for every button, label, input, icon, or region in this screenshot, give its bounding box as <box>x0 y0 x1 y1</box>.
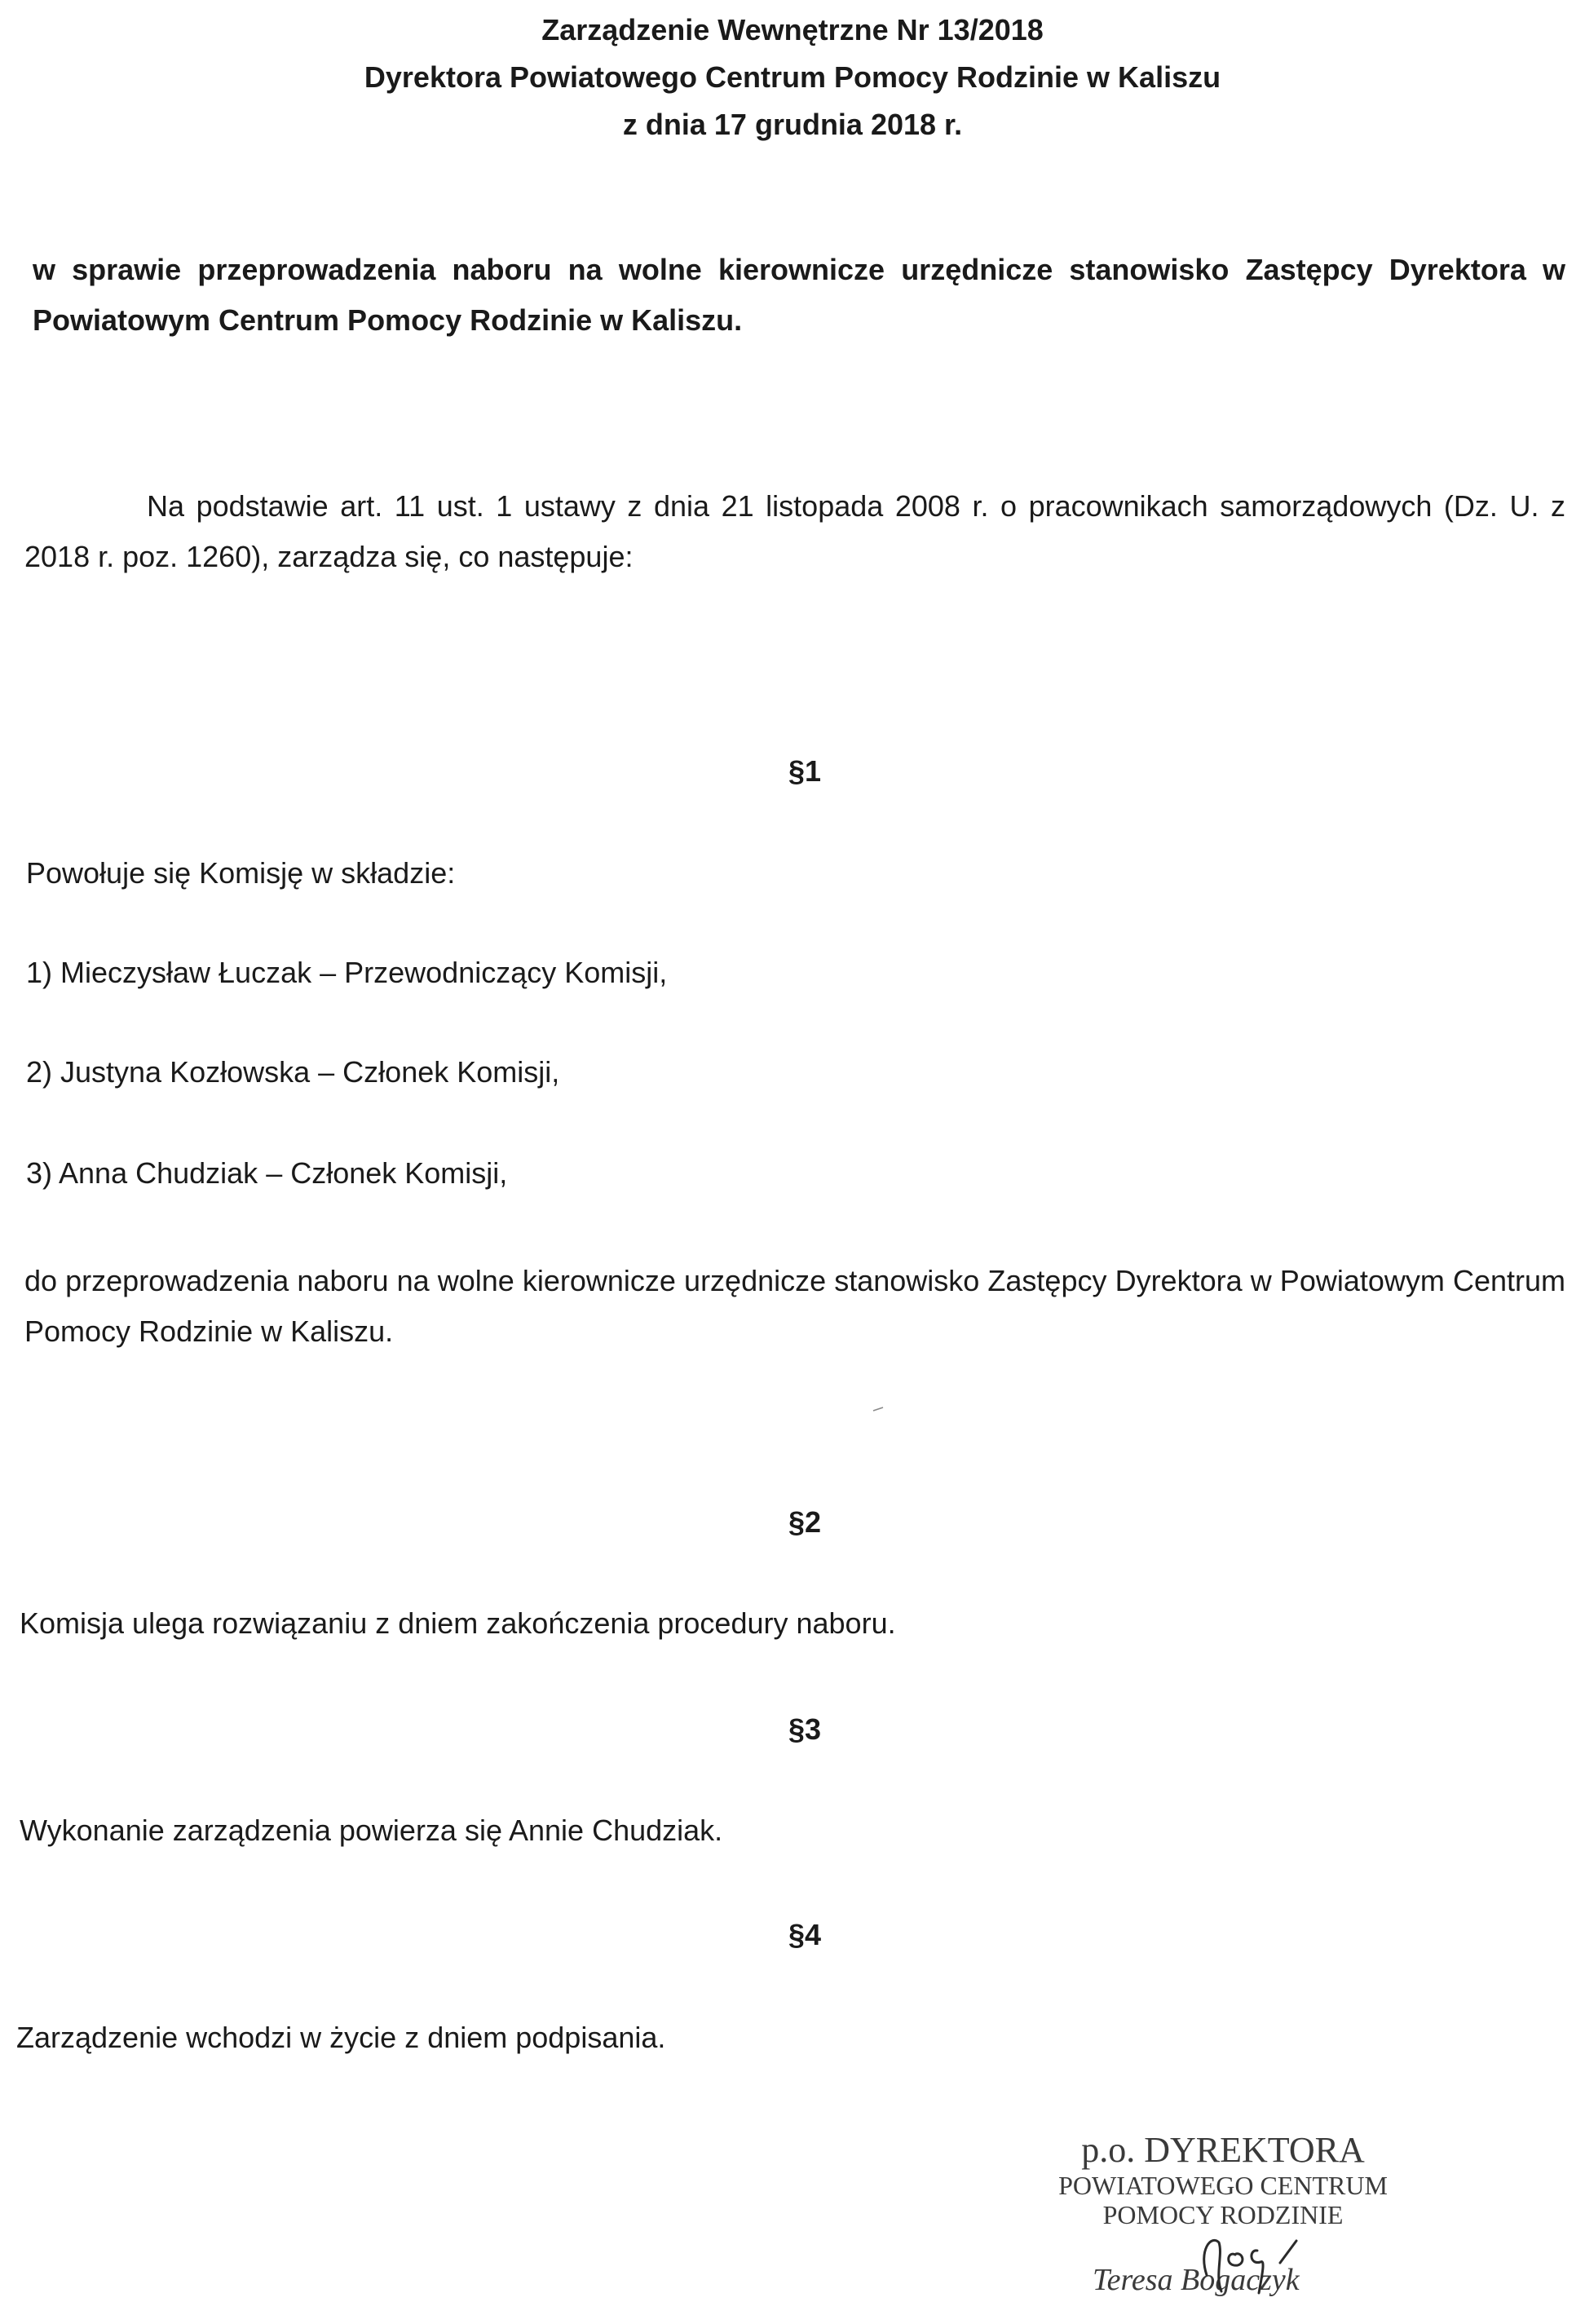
stamp-name: Teresa Bogaczyk <box>1093 2263 1300 2297</box>
legal-basis-paragraph: Na podstawie art. 11 ust. 1 ustawy z dnia 21 listopada 2008 r. o pracownikach samorządowych (Dz. U. z 2018 r. poz. 1260), zarządza się, co następuje: <box>24 489 1565 573</box>
stamp-line-2: POWIATOWEGO CENTRUM <box>1058 2171 1388 2200</box>
header-date: z dnia 17 grudnia 2018 r. <box>622 108 963 141</box>
section-3-text: Wykonanie zarządzenia powierza się Annie Chudziak. <box>20 1814 723 1847</box>
section-2-text: Komisja ulega rozwiązaniu z dniem zakończenia procedury naboru. <box>20 1606 896 1640</box>
header-issuer: Dyrektora Powiatowego Centrum Pomocy Rodzinie w Kaliszu <box>364 60 1221 94</box>
stamp-line-3: POMOCY RODZINIE <box>1102 2200 1344 2229</box>
section-1-purpose: do przeprowadzenia naboru na wolne kierownicze urzędnicze stanowisko Zastępcy Dyrektora w Powiatowym Centrum Pomocy Rodzinie w Kaliszu. <box>24 1264 1565 1348</box>
document-subject: w sprawie przeprowadzenia naboru na wolne kierownicze urzędnicze stanowisko Zastępcy Dyrektora w Powiatowym Centrum Pomocy Rodzinie w Kaliszu. <box>33 253 1565 337</box>
handwritten-signature <box>1174 2218 1321 2308</box>
section-1-heading: §1 <box>788 754 822 788</box>
document-header <box>0 7 1585 148</box>
section-1-intro: Powołuje się Komisję w składzie: <box>26 856 456 890</box>
committee-member: 2) Justyna Kozłowska – Członek Komisji, <box>26 1055 560 1089</box>
scan-speck <box>872 1407 884 1412</box>
committee-member: 3) Anna Chudziak – Członek Komisji, <box>26 1156 508 1190</box>
stamp-title: p.o. DYREKTORA <box>1081 2130 1365 2170</box>
section-4-text: Zarządzenie wchodzi w życie z dniem podpisania. <box>16 2021 666 2054</box>
section-3-heading: §3 <box>788 1712 822 1746</box>
section-4-heading: §4 <box>788 1918 822 1951</box>
section-2-heading: §2 <box>788 1505 822 1539</box>
committee-member: 1) Mieczysław Łuczak – Przewodniczący Komisji, <box>26 956 668 989</box>
header-title: Zarządzenie Wewnętrzne Nr 13/2018 <box>541 13 1044 46</box>
